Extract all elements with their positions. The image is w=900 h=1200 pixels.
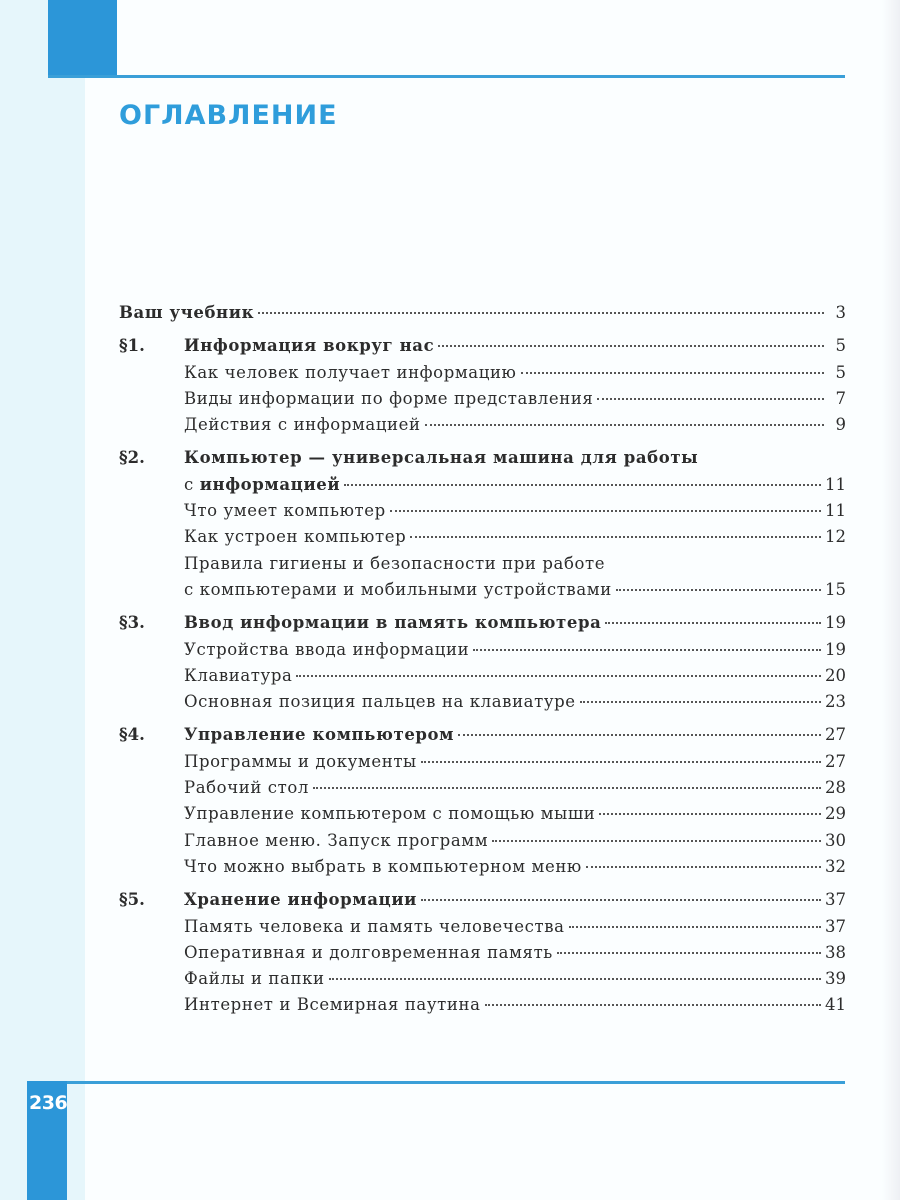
toc-subentry[interactable] [119,749,846,775]
subentry-page: 5 [835,362,846,382]
toc-subentry[interactable] [119,966,846,992]
subentry-page: 23 [825,692,846,712]
toc-subentry[interactable] [119,775,846,801]
toc-subentry[interactable] [119,940,846,966]
subentry-page: 28 [825,778,846,798]
subentry-page: 29 [825,804,846,824]
section-title: Ввод информации в память компьютера [184,613,602,633]
page-edge-shadow [882,0,900,1200]
section-page: 27 [825,725,846,745]
section-number: §1. [119,336,145,356]
subentry-page: 30 [825,830,846,850]
toc-group-intro [119,300,846,326]
subentry-title: Главное меню. Запуск программ [184,830,489,850]
dot-leader [329,978,821,980]
dot-leader [605,622,821,624]
subentry-title: Управление компьютером с помощью мыши [184,804,596,824]
section-page: 11 [825,474,846,494]
section-page: 19 [825,613,846,633]
dot-leader [616,589,821,591]
subentry-title: Как человек получает информацию [184,362,517,382]
dot-leader [425,424,824,426]
dot-leader [586,866,821,868]
toc-section-4 [119,722,846,880]
subentry-page: 7 [835,388,846,408]
toc-subentry[interactable] [119,914,846,940]
subentry-title: Виды информации по форме представления [184,388,594,408]
page-margin-strip [0,0,85,1200]
section-number: §4. [119,725,145,745]
dot-leader [485,1004,821,1006]
toc-section-1 [119,333,846,438]
section-title-line2: информацией [199,474,341,494]
dot-leader [410,536,821,538]
subentry-title: Память человека и память человечества [184,916,565,936]
subentry-title: Что умеет компьютер [184,501,386,521]
toc-subentry[interactable] [119,386,846,412]
dot-leader [344,484,821,486]
toc-subentry[interactable] [119,663,846,689]
subentry-page: 32 [825,856,846,876]
subentry-title: Программы и документы [184,751,417,771]
dot-leader [473,649,821,651]
subentry-page: 38 [825,942,846,962]
toc-section-heading[interactable] [119,722,846,748]
subentry-title: Как устроен компьютер [184,527,407,547]
subentry-page: 20 [825,665,846,685]
subentry-title: Основная позиция пальцев на клавиатуре [184,692,576,712]
footer-rule [27,1081,845,1084]
toc-subentry[interactable] [119,992,846,1018]
subentry-title-line1[interactable]: Правила гигиены и безопасности при работе [184,553,606,573]
toc-section-heading-line2[interactable] [119,472,846,498]
dot-leader [580,701,821,703]
toc-subentry[interactable] [119,360,846,386]
toc-entry-intro[interactable] [119,300,846,326]
section-page: 5 [835,336,846,356]
page-title: ОГЛАВЛЕНИЕ [119,100,338,131]
dot-leader [492,840,821,842]
section-title-prefix: с [184,474,200,494]
dot-leader [569,926,821,928]
subentry-title: Файлы и папки [184,969,325,989]
subentry-title: Интернет и Всемирная паутина [184,995,481,1015]
toc-subentry[interactable] [119,524,846,550]
dot-leader [557,952,821,954]
dot-leader [599,813,821,815]
toc-section-heading[interactable] [119,887,846,913]
page-number: 236 [29,1092,68,1114]
subentry-page: 15 [825,579,846,599]
section-title: Информация вокруг нас [184,336,435,356]
toc-section-heading[interactable] [119,610,846,636]
section-title: Хранение информации [184,890,417,910]
dot-leader [390,510,821,512]
toc-subentry[interactable] [119,577,846,603]
subentry-page: 39 [825,969,846,989]
header-rule [48,75,845,78]
dot-leader [421,761,821,763]
dot-leader [438,345,824,347]
subentry-page: 41 [825,995,846,1015]
toc-entry-page: 3 [835,303,846,322]
subentry-title: Действия с информацией [184,415,421,435]
toc-subentry[interactable] [119,498,846,524]
toc-subentry[interactable] [119,637,846,663]
dot-leader [258,312,824,314]
subentry-page: 9 [835,415,846,435]
subentry-title: Рабочий стол [184,778,309,798]
toc-section-3 [119,610,846,715]
section-title-line1: Компьютер — универсальная машина для работы [184,448,699,468]
subentry-page: 12 [825,527,846,547]
header-accent-block [48,0,117,77]
dot-leader [421,899,821,901]
toc-subentry[interactable] [119,828,846,854]
toc-subentry[interactable] [119,412,846,438]
table-of-contents [119,300,846,1026]
section-page: 37 [825,890,846,910]
dot-leader [296,675,821,677]
section-number: §3. [119,613,145,633]
subentry-page: 27 [825,751,846,771]
toc-subentry[interactable] [119,801,846,827]
toc-subentry[interactable] [119,854,846,880]
subentry-title: Что можно выбрать в компьютерном меню [184,856,582,876]
subentry-title: Оперативная и долговременная память [184,942,553,962]
toc-subentry[interactable] [119,689,846,715]
section-number: §5. [119,890,145,910]
subentry-page: 11 [825,501,846,521]
subentry-title-line2: с компьютерами и мобильными устройствами [184,579,612,599]
dot-leader [458,734,821,736]
dot-leader [313,787,821,789]
toc-entry-title: Ваш учебник [119,303,255,322]
toc-section-5 [119,887,846,1018]
subentry-title: Клавиатура [184,665,293,685]
toc-section-heading[interactable] [119,333,846,359]
toc-section-2 [119,445,846,603]
subentry-title: Устройства ввода информации [184,639,470,659]
toc-section-heading-line1[interactable] [119,445,846,471]
dot-leader [521,372,824,374]
subentry-page: 37 [825,916,846,936]
dot-leader [597,398,824,400]
section-title: Управление компьютером [184,725,455,745]
subentry-page: 19 [825,639,846,659]
section-number: §2. [119,448,145,468]
